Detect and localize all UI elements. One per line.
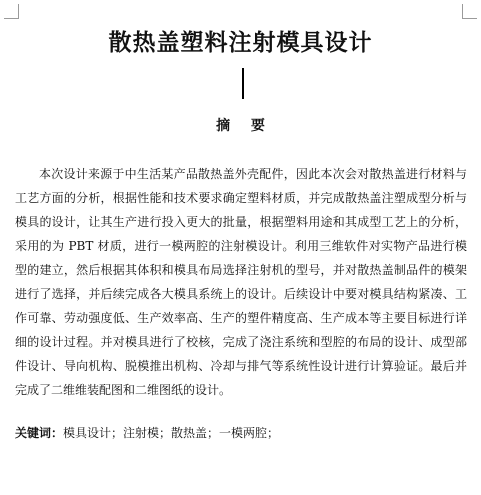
page-corner-mark-top-left [4, 4, 19, 19]
document-title: 散热盖塑料注射模具设计 [108, 30, 373, 56]
abstract-body: 本次设计来源于中生活某产品散热盖外壳配件，因此本次会对散热盖进行材料与工艺方面的分析，根据性能和技术要求确定塑料材质，并完成散热盖注塑成型分析与模具的设计，让其生产进行投入更大的批量，根据塑料用途和其成型工艺上的分析，采用的为 PBT 材质，进行一模两腔的注射模设计。利用三维软件对实物产品进行模型的建立，然后根据其体积和模具布局选择注射机的型号，并对散热盖制品件的模架进行了选择，并后续完成各大模具系统上的设计。后续设计中要对模具结构紧凑、工作可靠、劳动强度低、生产效率高、生产的塑件精度高、生产成本等主要目标进行详细的设计过程。并对模具进行了校核，完成了浇注系统和型腔的布局的设计、成型部件设计、导向机构、脱模推出机构、冷却与排气等系统性设计进行计算验证。最后并完成了二维维装配图和二维图纸的设计。 [15, 167, 467, 397]
page-corner-mark-top-right [462, 4, 477, 19]
keywords-value: 模具设计；注射模；散热盖；一模两腔； [63, 426, 280, 440]
text-cursor [242, 68, 244, 99]
keywords-label: 关键词： [15, 426, 64, 440]
keywords-line [15, 423, 467, 443]
abstract-heading: 摘 要 [216, 118, 273, 134]
